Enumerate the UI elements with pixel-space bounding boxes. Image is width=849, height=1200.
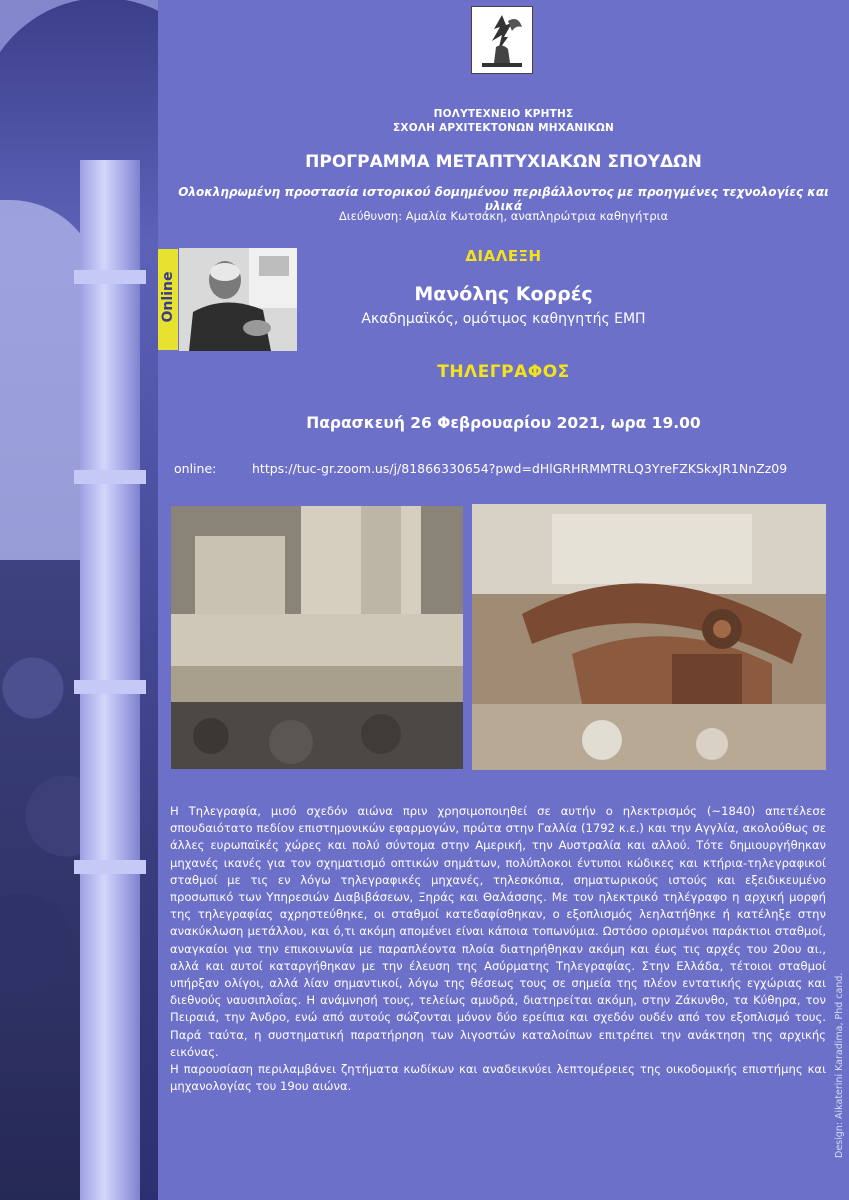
stone-ruin-photo [171,506,463,769]
poster-content [158,0,849,1200]
lecture-abstract [170,803,826,1095]
side-photo-pillar [80,160,140,1200]
speaker-title: Ακαδημαϊκός, ομότιμος καθηγητής ΕΜΠ [361,311,646,327]
speaker-name: Μανόλης Κορρές [414,283,593,305]
telegraph-machine-ruin-photo [472,504,826,770]
program-title: ΠΡΟΓΡΑΜΜΑ ΜΕΤΑΠΤΥΧΙΑΚΩΝ ΣΠΟΥΔΩΝ [305,152,702,172]
program-subtitle: Ολοκληρωμένη προστασία ιστορικού δομημένου περιβάλλοντος με προηγμένες τεχνολογίες και υλικά [178,185,829,213]
abstract-paragraph: Η παρουσίαση περιλαμβάνει ζητήματα κωδίκων και αναδεικνύει λεπτομέρειες της οικοδομικής επιστήμης και μηχανολογίας του 19ου αιώνα. [170,1062,826,1094]
program-director: Διεύθυνση: Αμαλία Κωτσάκη, αναπληρώτρια καθηγήτρια [338,209,669,223]
online-badge-label: Online [160,271,176,323]
design-credit: Design: Aikaterini Karadima, Phd cand. [834,972,845,1158]
online-link-label: online: [174,461,217,476]
lecture-date: Παρασκευή 26 Φεβρουαρίου 2021, ωρα 19.00 [306,414,701,432]
winged-figure-logo-icon [471,6,533,74]
side-photo-column [0,0,158,1200]
abstract-paragraph: Η Τηλεγραφία, μισό σχεδόν αιώνα πριν χρησιμοποιηθεί σε αυτήν ο ηλεκτρισμός (~1840) απετέλεσε σπουδαιότατο πεδίον επιστημονικών εφαρμογών, πρώτα στην Γαλλία (1792 κ.ε.) και την Αγγλία, ακολούθως σε άλλες ευρωπαϊκές χώρες και πολύ σύντομα στην Αμερική, την Αυστραλία και αλλού. Τότε δημιουργήθηκαν μηχανές ικανές για τον σχηματισμό οπτικών σημάτων, πολύπλοκοι έντυποι κώδικες και κτήρια-τηλεγραφικοί σταθμοί με τις εν λόγω τηλεγραφικές μηχανές, τηλεσκόπια, σηματωρικούς ιστούς και εξειδικευμένο προσωπικό των Υπηρεσιών Διαβιβάσεων, Ξηράς και Θαλάσσης. Με τον ηλεκτρικό τηλέγραφο η αρχική μορφή της τηλεγραφίας αχρηστεύθηκε, οι σταθμοί κατεδαφίσθηκαν, ο εξοπλισμός λεηλατήθηκε ή κατέληξε στην ανακύκλωση μετάλλου, και ό,τι ακόμη απομένει είναι κάποια τοπωνύμια. Ωστόσο ορισμένοι παράκτιοι σταθμοί, αναγκαίοι για την επικοινωνία με παραπλέοντα πλοία διατηρήθηκαν ακόμη και έως τις αρχές του 20ου αι., αλλά και αυτοί καταργήθηκαν με την έλευση της Ασύρματης Τηλεγραφίας. Στην Ελλάδα, τέτοιοι σταθμοί υπήρξαν ολίγοι, αλλά λίαν σημαντικοί, λόγω της θέσεως τους σε σημεία της πλέον εντατικής εγχώριας και διεθνούς ναυσιπλοΐας. Η ανάμνησή τους, τελείως αμυδρά, διατηρείται ακόμη, στην Ζάκυνθο, τα Κύθηρα, τον Πειραιά, την Άνδρο, ενώ από αυτούς σώζονται μόνον δύο ερείπια και σχεδόν ουδέν από τον εξοπλισμό τους. Παρά ταύτα, η συστηματική παρατήρηση των λιγοστών καταλοίπων επιτρέπει την ανάκτηση της αρχικής εικόνας. [170,804,826,1059]
lecture-topic: ΤΗΛΕΓΡΑΦΟΣ [437,362,570,382]
school-name: ΣΧΟΛΗ ΑΡΧΙΤΕΚΤΟΝΩΝ ΜΗΧΑΝΙΚΩΝ [393,122,614,134]
zoom-link[interactable]: https://tuc-gr.zoom.us/j/81866330654?pwd=dHlGRHRMMTRLQ3YreFZKSkxJR1NnZz09 [252,461,788,476]
institution-name: ΠΟΛΥΤΕΧΝΕΙΟ ΚΡΗΤΗΣ [433,108,574,120]
lecture-label: ΔΙΑΛΕΞΗ [465,247,542,265]
